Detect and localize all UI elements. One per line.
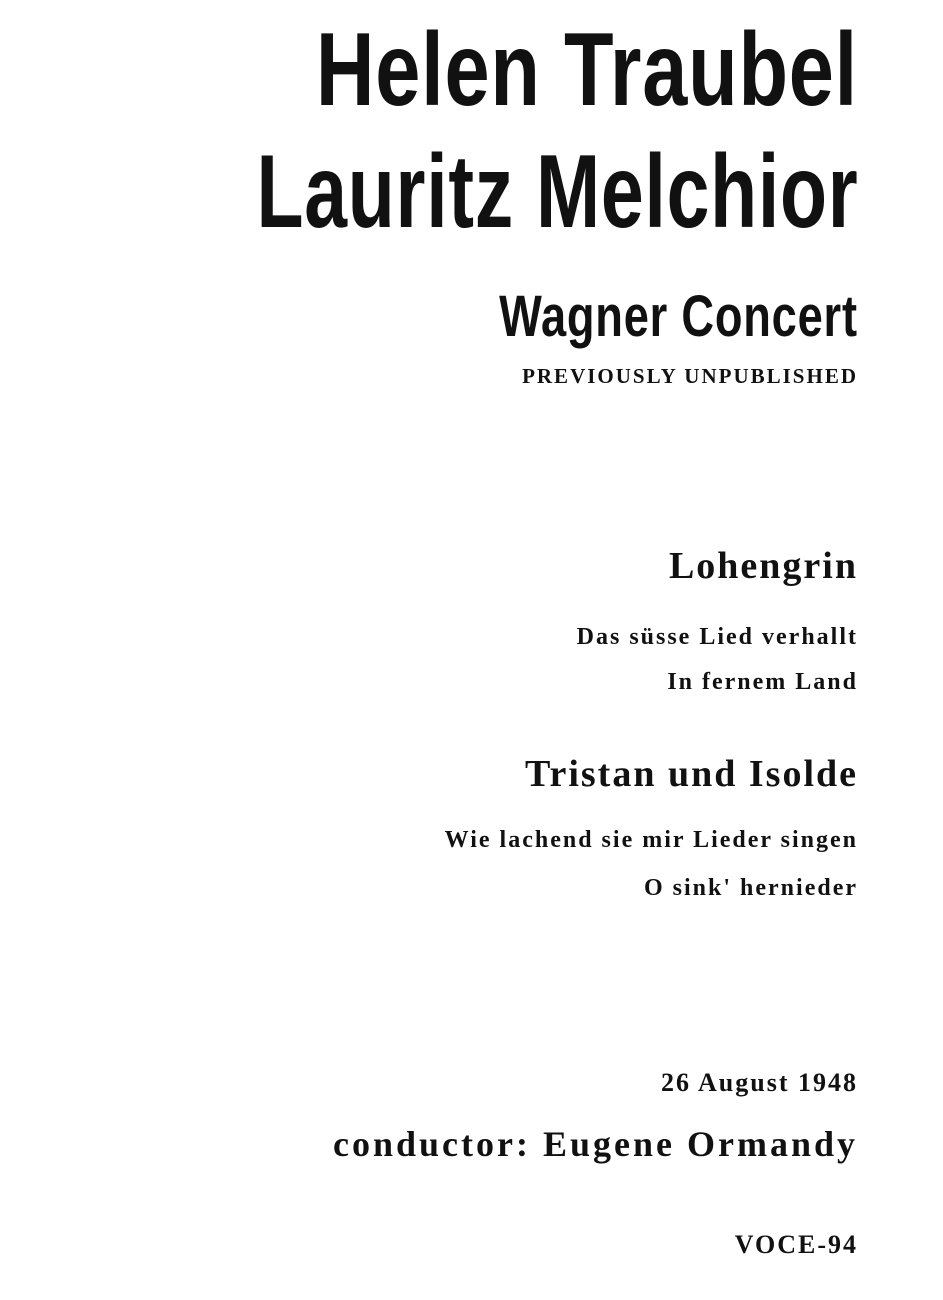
artist-name-traubel: Helen Traubel xyxy=(315,12,858,128)
opera-title-tristan: Tristan und Isolde xyxy=(524,753,858,795)
opera-title-lohengrin: Lohengrin xyxy=(668,545,858,587)
excerpt-in-fernem-land: In fernem Land xyxy=(667,669,858,695)
album-title: Wagner Concert xyxy=(499,284,858,349)
excerpt-wie-lachend: Wie lachend sie mir Lieder singen xyxy=(444,827,858,853)
artist-name-melchior: Lauritz Melchior xyxy=(256,134,858,250)
recording-date: 26 August 1948 xyxy=(660,1068,858,1097)
catalog-number: VOCE-94 xyxy=(734,1230,858,1259)
album-subtitle: PREVIOUSLY UNPUBLISHED xyxy=(522,364,858,388)
excerpt-o-sink-hernieder: O sink' hernieder xyxy=(643,875,858,901)
excerpt-das-susse-lied: Das süsse Lied verhallt xyxy=(576,624,858,650)
conductor-credit: conductor: Eugene Ormandy xyxy=(333,1124,858,1164)
